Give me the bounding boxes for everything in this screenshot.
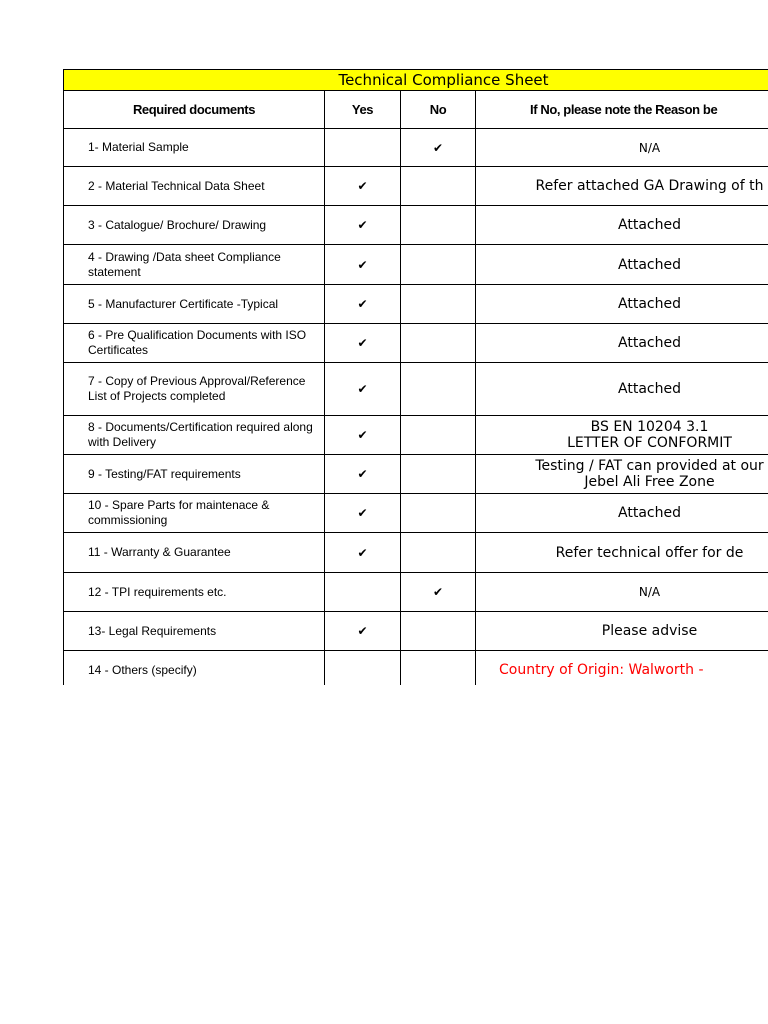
reason-text: Refer technical offer for de bbox=[555, 544, 744, 561]
required-document-cell: 4 - Drawing /Data sheet Compliance statement bbox=[64, 245, 325, 285]
yes-check-cell bbox=[325, 573, 401, 612]
table-row bbox=[64, 533, 768, 573]
no-check-cell bbox=[401, 363, 476, 416]
no-check-cell bbox=[401, 245, 476, 285]
header-reason: If No, please note the Reason be bbox=[476, 91, 768, 129]
reason-cell bbox=[476, 285, 768, 324]
yes-check-cell: ✔ bbox=[325, 416, 401, 455]
reason-text: Attached bbox=[618, 335, 681, 351]
reason-cell bbox=[476, 455, 768, 494]
no-check-cell: ✔ bbox=[401, 129, 476, 167]
reason-cell bbox=[476, 494, 768, 533]
no-check-cell bbox=[401, 651, 476, 686]
no-check-cell bbox=[401, 494, 476, 533]
reason-cell bbox=[476, 573, 768, 612]
required-document-cell: 6 - Pre Qualification Documents with ISO Certificates bbox=[64, 324, 325, 363]
reason-text: Refer attached GA Drawing of th bbox=[535, 178, 764, 194]
required-document-cell: 10 - Spare Parts for maintenace & commissioning bbox=[64, 494, 325, 533]
yes-check-cell: ✔ bbox=[325, 363, 401, 416]
header-no: No bbox=[401, 91, 476, 129]
table-row bbox=[64, 245, 768, 285]
header-row bbox=[64, 91, 768, 129]
required-document-cell: 11 - Warranty & Guarantee bbox=[64, 533, 325, 573]
yes-check-cell: ✔ bbox=[325, 324, 401, 363]
required-document-cell: 13- Legal Requirements bbox=[64, 612, 325, 651]
no-check-cell bbox=[401, 533, 476, 573]
table-row bbox=[64, 455, 768, 494]
reason-cell bbox=[476, 416, 768, 455]
table-row bbox=[64, 612, 768, 651]
reason-cell bbox=[476, 129, 768, 167]
reason-cell bbox=[476, 612, 768, 651]
reason-text: Attached bbox=[618, 381, 681, 397]
no-check-cell bbox=[401, 324, 476, 363]
yes-check-cell: ✔ bbox=[325, 285, 401, 324]
table-row bbox=[64, 167, 768, 206]
table-row bbox=[64, 494, 768, 533]
no-check-cell bbox=[401, 206, 476, 245]
yes-check-cell: ✔ bbox=[325, 612, 401, 651]
no-check-cell bbox=[401, 416, 476, 455]
header-yes: Yes bbox=[325, 91, 401, 129]
reason-text: Attached bbox=[618, 256, 681, 273]
yes-check-cell: ✔ bbox=[325, 167, 401, 206]
required-document-cell: 7 - Copy of Previous Approval/Reference List of Projects completed bbox=[64, 363, 325, 416]
yes-check-cell bbox=[325, 651, 401, 686]
no-check-cell bbox=[401, 167, 476, 206]
reason-text: Country of Origin: Walworth - bbox=[499, 662, 704, 678]
reason-cell bbox=[476, 533, 768, 573]
table-row bbox=[64, 206, 768, 245]
reason-text: BS EN 10204 3.1 bbox=[590, 419, 709, 435]
reason-cell bbox=[476, 363, 768, 416]
table-row bbox=[64, 324, 768, 363]
reason-text: Jebel Ali Free Zone bbox=[584, 474, 715, 490]
reason-text: Attached bbox=[618, 217, 681, 233]
table-row bbox=[64, 573, 768, 612]
reason-cell bbox=[476, 324, 768, 363]
reason-cell bbox=[476, 206, 768, 245]
no-check-cell bbox=[401, 455, 476, 494]
yes-check-cell: ✔ bbox=[325, 455, 401, 494]
table-row bbox=[64, 129, 768, 167]
required-document-cell: 12 - TPI requirements etc. bbox=[64, 573, 325, 612]
reason-text: Attached bbox=[618, 505, 681, 521]
required-document-cell: 2 - Material Technical Data Sheet bbox=[64, 167, 325, 206]
compliance-table bbox=[63, 69, 768, 685]
reason-text: N/A bbox=[638, 140, 661, 155]
reason-text: Attached bbox=[618, 296, 681, 312]
yes-check-cell bbox=[325, 129, 401, 167]
sheet-title: Technical Compliance Sheet bbox=[64, 70, 768, 91]
reason-cell bbox=[476, 651, 768, 686]
table-row bbox=[64, 285, 768, 324]
required-document-cell: 9 - Testing/FAT requirements bbox=[64, 455, 325, 494]
header-required-documents: Required documents bbox=[64, 91, 325, 129]
no-check-cell: ✔ bbox=[401, 573, 476, 612]
table-row bbox=[64, 651, 768, 686]
no-check-cell bbox=[401, 285, 476, 324]
no-check-cell bbox=[401, 612, 476, 651]
required-document-cell: 8 - Documents/Certification required along with Delivery bbox=[64, 416, 325, 455]
required-document-cell: 5 - Manufacturer Certificate -Typical bbox=[64, 285, 325, 324]
required-document-cell: 14 - Others (specify) bbox=[64, 651, 325, 686]
table-row bbox=[64, 416, 768, 455]
reason-cell bbox=[476, 245, 768, 285]
yes-check-cell: ✔ bbox=[325, 494, 401, 533]
reason-text: Testing / FAT can provided at our bbox=[535, 458, 764, 474]
reason-text: LETTER OF CONFORMIT bbox=[567, 435, 732, 451]
reason-cell bbox=[476, 167, 768, 206]
required-document-cell: 3 - Catalogue/ Brochure/ Drawing bbox=[64, 206, 325, 245]
required-document-cell: 1- Material Sample bbox=[64, 129, 325, 167]
yes-check-cell: ✔ bbox=[325, 245, 401, 285]
yes-check-cell: ✔ bbox=[325, 533, 401, 573]
reason-text: Please advise bbox=[601, 623, 698, 639]
reason-text: N/A bbox=[638, 585, 661, 599]
yes-check-cell: ✔ bbox=[325, 206, 401, 245]
table-row bbox=[64, 363, 768, 416]
compliance-sheet bbox=[63, 69, 768, 685]
